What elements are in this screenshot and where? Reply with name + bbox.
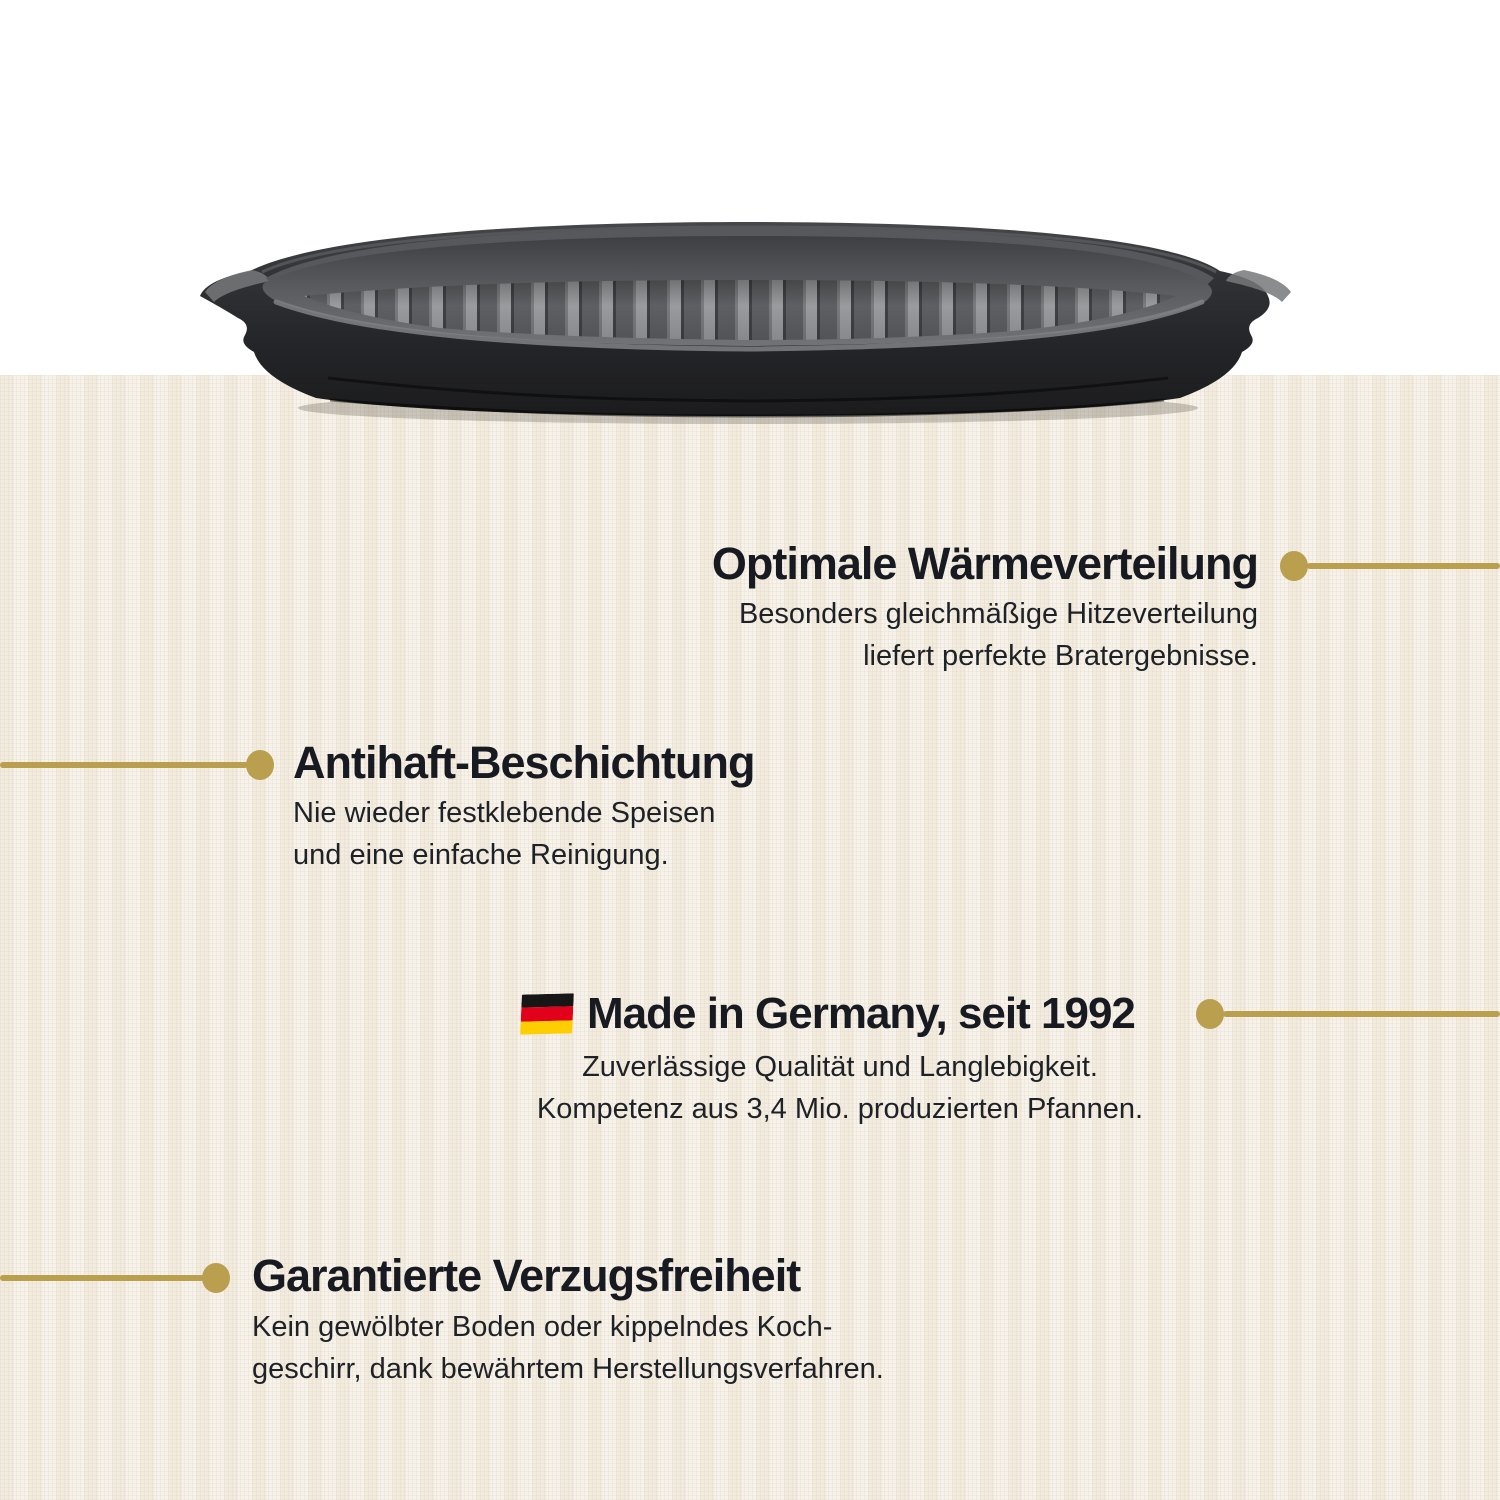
- flag-stripe-red: [521, 1007, 574, 1022]
- german-flag-icon: [520, 993, 574, 1034]
- callout-dot: [1280, 551, 1308, 581]
- callout-body-line: geschirr, dank bewährtem Herstellungsverfahren.: [252, 1353, 884, 1385]
- callout-verzugsfreiheit: [252, 1250, 884, 1390]
- callout-body-line: liefert perfekte Bratergebnisse.: [863, 640, 1258, 672]
- grill-pan-image: [0, 0, 1500, 500]
- callout-body: [712, 593, 1258, 677]
- callout-made-in-germany-body: [440, 1046, 1240, 1130]
- flag-stripe-black: [521, 993, 574, 1008]
- callout-made-in-germany: [521, 988, 1135, 1040]
- callout-body-line: Zuverlässige Qualität und Langlebigkeit.: [582, 1051, 1098, 1083]
- callout-line: [0, 762, 248, 768]
- callout-body: [440, 1046, 1240, 1130]
- callout-body-line: Kompetenz aus 3,4 Mio. produzierten Pfannen.: [536, 1093, 1144, 1125]
- callout-line: [1307, 563, 1500, 569]
- callout-antihaft: [293, 737, 754, 876]
- callout-line: [1223, 1011, 1500, 1017]
- callout-waermeverteilung: [712, 538, 1258, 677]
- callout-title: Made in Germany, seit 1992: [587, 989, 1135, 1038]
- callout-title: Antihaft-Beschichtung: [293, 737, 755, 788]
- callout-body-line: Besonders gleichmäßige Hitzeverteilung: [738, 598, 1258, 630]
- callout-title: Optimale Wärmeverteilung: [711, 538, 1258, 589]
- callout-dot: [246, 750, 274, 780]
- callout-body-line: Kein gewölbter Boden oder kippelndes Koch-: [252, 1311, 833, 1343]
- callout-body: [252, 1306, 884, 1390]
- callout-body-line: und eine einfache Reinigung.: [293, 839, 669, 871]
- callout-body-line: Nie wieder festklebende Speisen: [293, 797, 716, 829]
- flag-stripe-gold: [520, 1020, 573, 1035]
- callout-line: [0, 1275, 204, 1281]
- callout-dot: [202, 1263, 230, 1293]
- callout-body: [293, 792, 754, 876]
- callout-dot: [1196, 999, 1224, 1029]
- callout-title: Garantierte Verzugsfreiheit: [252, 1250, 801, 1301]
